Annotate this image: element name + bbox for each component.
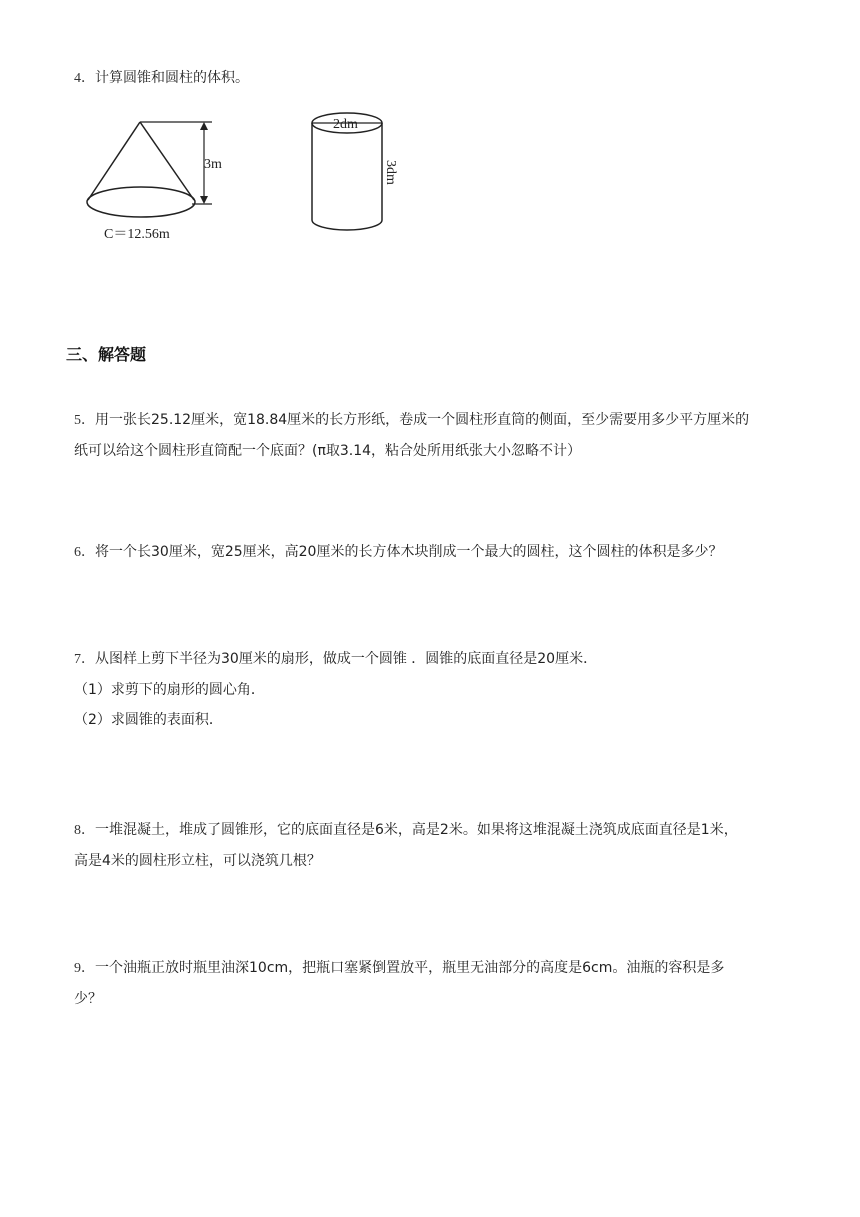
cylinder-bottom — [312, 220, 382, 230]
sub-question-1: （1）求剪下的扇形的圆心角． — [74, 682, 265, 698]
question-text: 用一张长25.12厘米，宽18.84厘米的长方形纸，卷成一个圆柱形直筒的侧面，至少需要用多少平方厘米的 — [95, 412, 750, 428]
question-number: 8． — [74, 823, 95, 838]
cylinder-figure — [305, 108, 415, 238]
question-number: 5． — [74, 413, 95, 428]
question-9 — [74, 953, 724, 1014]
question-number: 7． — [74, 652, 95, 667]
cylinder-diameter-label: 2dm — [333, 117, 358, 132]
question-text: 计算圆锥和圆柱的体积。 — [95, 70, 249, 86]
question-line-2: 高是4米的圆柱形立柱，可以浇筑几根？ — [74, 853, 321, 869]
sub-question-2: （2）求圆锥的表面积． — [74, 712, 223, 728]
question-7 — [74, 644, 597, 735]
question-line-1 — [74, 815, 738, 846]
cylinder-height-label: 3dm — [383, 160, 398, 185]
question-6 — [74, 537, 722, 568]
question-line-1 — [74, 953, 724, 984]
arrow-down-icon — [200, 196, 208, 204]
question-4 — [74, 63, 249, 94]
question-5 — [74, 405, 749, 466]
cone-figure — [80, 110, 280, 250]
arrow-up-icon — [200, 122, 208, 130]
question-text: 将一个长30厘米，宽25厘米，高20厘米的长方体木块削成一个最大的圆柱，这个圆柱的体积是多少？ — [95, 544, 723, 560]
question-8 — [74, 815, 738, 876]
cone-base — [87, 187, 195, 217]
section-title: 三、解答题 — [66, 345, 147, 364]
question-line-2: 少？ — [74, 991, 102, 1007]
question-text: 一堆混凝土，堆成了圆锥形，它的底面直径是6米，高是2米。如果将这堆混凝土浇筑成底面直径是1米， — [95, 822, 738, 838]
cone-height-label: 3m — [204, 157, 222, 172]
cone-circumference-label: C＝12.56m — [104, 227, 170, 242]
question-number: 9． — [74, 961, 95, 976]
question-line-1 — [74, 644, 597, 675]
question-text: 一个油瓶正放时瓶里油深10cm，把瓶口塞紧倒置放平，瓶里无油部分的高度是6cm。油瓶的容积是多 — [95, 960, 725, 976]
question-line-2: 纸可以给这个圆柱形直筒配一个底面？(π取3.14，粘合处所用纸张大小忽略不计） — [74, 443, 582, 459]
question-number: 6． — [74, 545, 95, 560]
question-line-1 — [74, 405, 749, 436]
question-number: 4． — [74, 71, 95, 86]
question-text: 从图样上剪下半径为30厘米的扇形，做成一个圆锥 ．圆锥的底面直径是20厘米． — [95, 651, 598, 667]
